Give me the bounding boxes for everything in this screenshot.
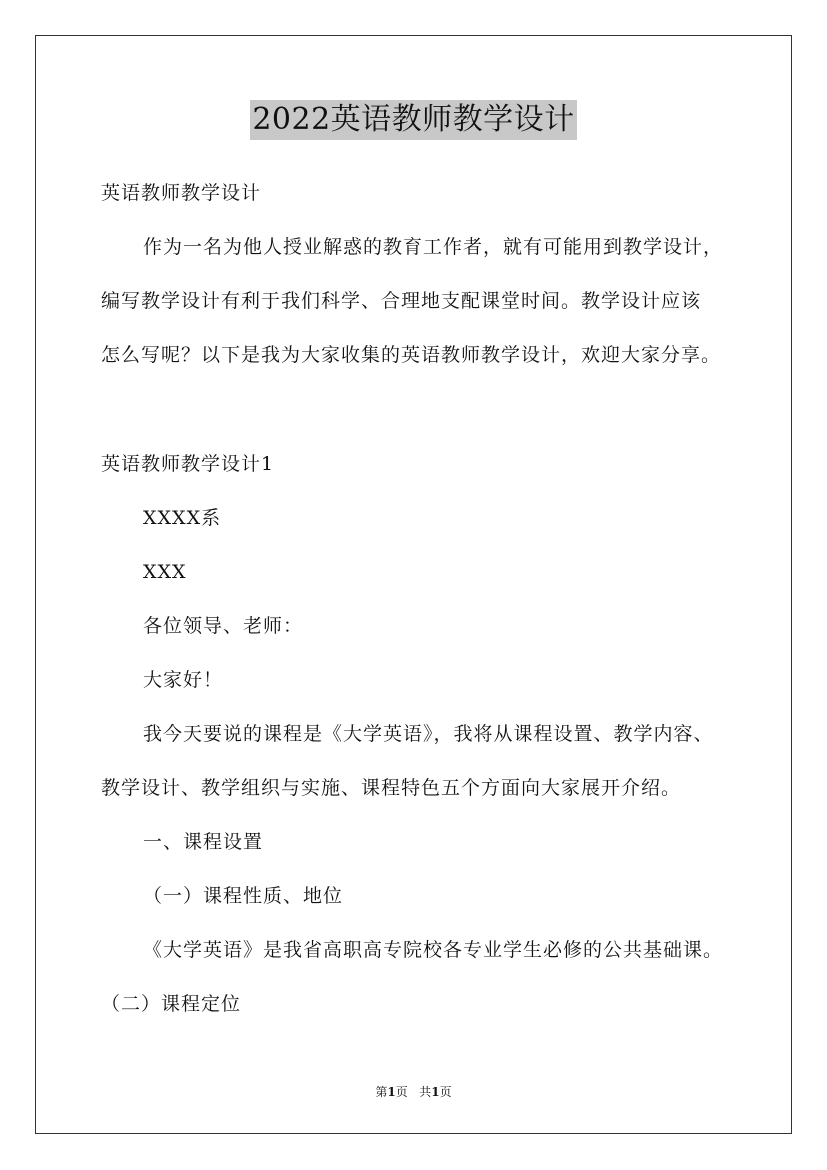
paragraph-line: 各位领导、老师： [143, 615, 304, 637]
section-heading: 英语教师教学设计1 [101, 453, 275, 475]
paragraph-line: 我今天要说的课程是《大学英语》，我将从课程设置、教学内容、 [143, 723, 714, 745]
paragraph-line: （一）课程性质、地位 [143, 885, 344, 907]
paragraph-line: 一、课程设置 [143, 831, 264, 853]
page-label-prefix: 第 [375, 1085, 388, 1099]
total-label-suffix: 页 [439, 1085, 452, 1099]
paragraph-line: XXXX系 [143, 507, 222, 529]
page-number: 1 [387, 1085, 396, 1099]
document-title: 2022英语教师教学设计 [250, 100, 576, 140]
paragraph-line: （二）课程定位 [101, 993, 242, 1015]
paragraph-line: 编写教学设计有利于我们科学、合理地支配课堂时间。教学设计应该 [101, 290, 702, 312]
paragraph-line: 作为一名为他人授业解惑的教育工作者，就有可能用到教学设计， [143, 236, 724, 258]
total-label-prefix: 共 [419, 1085, 432, 1099]
paragraph-line: 《大学英语》是我省高职高专院校各专业学生必修的公共基础课。 [143, 939, 724, 961]
page-footer [0, 1084, 827, 1100]
paragraph-line: 怎么写呢？以下是我为大家收集的英语教师教学设计，欢迎大家分享。 [101, 344, 722, 366]
page-label-suffix: 页 [395, 1085, 408, 1099]
paragraph-line: XXX [143, 561, 187, 583]
paragraph-line: 大家好！ [143, 669, 224, 691]
title-container [0, 100, 827, 140]
paragraph-line: 教学设计、教学组织与实施、课程特色五个方面向大家展开介绍。 [101, 777, 682, 799]
doc-subtitle: 英语教师教学设计 [101, 182, 262, 204]
total-pages: 1 [431, 1085, 440, 1099]
